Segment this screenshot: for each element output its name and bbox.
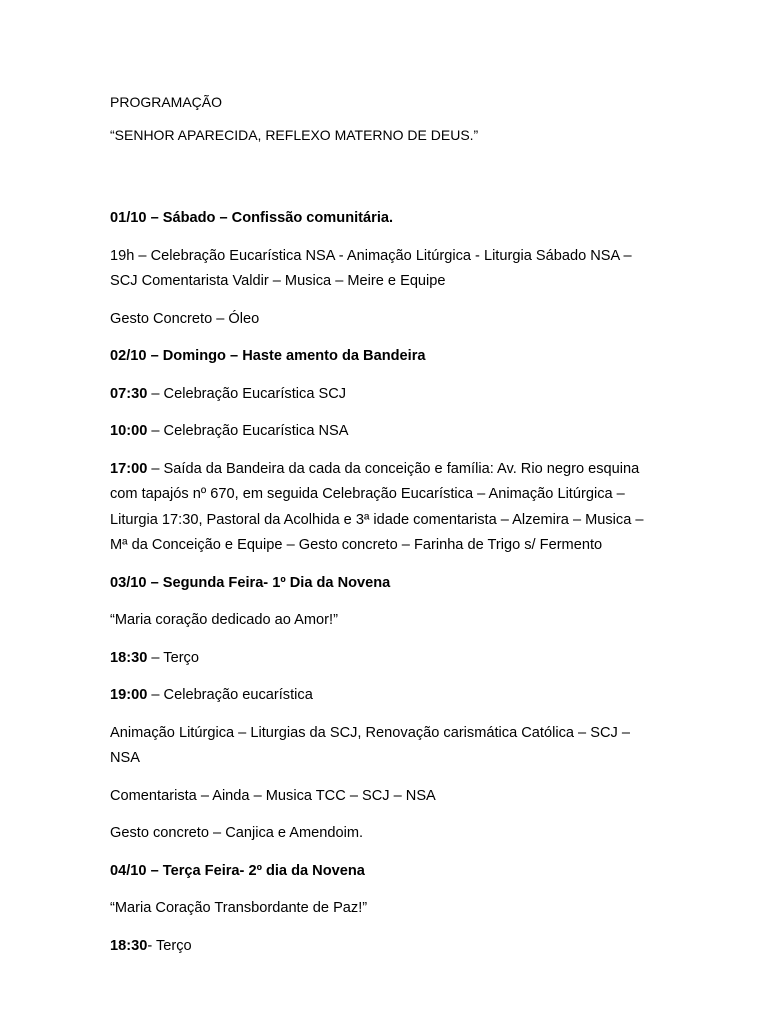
time: 17:00: [110, 460, 148, 477]
day4-heading: 04/10 – Terça Feira- 2º dia da Novena: [110, 862, 365, 879]
day3-gesto: Gesto concreto – Canjica e Amendoim.: [110, 825, 364, 841]
day3-heading: 03/10 – Segunda Feira- 1º Dia da Novena: [110, 574, 391, 591]
day1-gesto: Gesto Concreto – Óleo: [110, 310, 260, 327]
day3-terco: [110, 646, 650, 672]
description: – Saída da Bandeira da cada da conceição e família: Av. Rio negro esquina com tapajós nº 670, em seguida Celebração Eucarística – Animação Litúrgica – Liturgia 17:30, Pastoral da Acolhida e 3ª idade comentarista – Alzemira – Musica – Mª da Conceição e Equipe – Gesto concreto – Farinha de Trigo s/ Fermento: [110, 460, 644, 553]
day3-motto: “Maria coração dedicado ao Amor!”: [110, 612, 338, 628]
document-body: [110, 91, 650, 959]
day3-animacao: Animação Litúrgica – Liturgias da SCJ, Renovação carismática Católica – SCJ – NSA: [110, 724, 630, 766]
day1-celebration: 19h – Celebração Eucarística NSA - Animação Litúrgica - Liturgia Sábado NSA – SCJ Comentarista Valdir – Musica – Meire e Equipe: [110, 247, 632, 289]
description: – Celebração Eucarística NSA: [147, 423, 349, 439]
time: 18:30: [110, 937, 148, 954]
description: – Terço: [147, 649, 199, 666]
day4-motto: “Maria Coração Transbordante de Paz!”: [110, 900, 368, 916]
time: 07:30: [110, 385, 148, 402]
time: 18:30: [110, 649, 148, 666]
day2-mass1: [110, 382, 650, 408]
time: 10:00: [110, 423, 148, 439]
document-title: PROGRAMAÇÃO: [110, 94, 223, 110]
day2-heading: 02/10 – Domingo – Haste amento da Bandeira: [110, 348, 426, 364]
day1-heading: 01/10 – Sábado – Confissão comunitária.: [110, 210, 394, 226]
day2-mass3: [110, 457, 650, 559]
day3-mass: [110, 683, 650, 709]
description: – Celebração Eucarística SCJ: [147, 385, 347, 402]
time: 19:00: [110, 687, 148, 703]
day2-mass2: [110, 419, 650, 445]
day4-terco: [110, 934, 650, 960]
document-theme: “SENHOR APARECIDA, REFLEXO MATERNO DE DEUS.”: [110, 127, 479, 143]
description: - Terço: [147, 937, 192, 954]
day3-comentarista: Comentarista – Ainda – Musica TCC – SCJ – NSA: [110, 787, 436, 804]
description: – Celebração eucarística: [147, 687, 313, 703]
